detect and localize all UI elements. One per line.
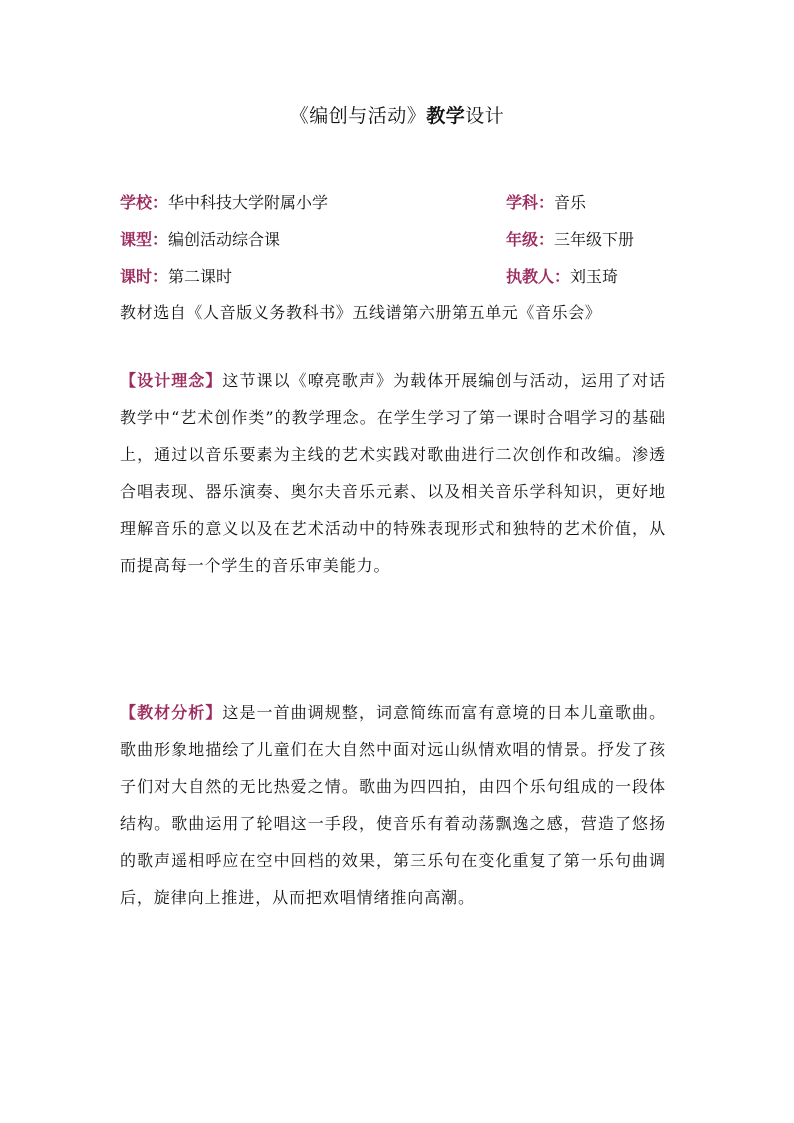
- course-type-value: 编创活动综合课: [168, 230, 281, 249]
- school-row: [120, 192, 328, 214]
- textbook-line: 教材选自《人音版义务教科书》五线谱第六册第五单元《音乐会》: [120, 303, 602, 322]
- subject-row: [506, 192, 586, 214]
- grade-value: 三年级下册: [554, 230, 635, 249]
- material-analysis-body: 这是一首曲调规整，词意简练而富有意境的日本儿童歌曲。歌曲形象地描绘了儿童们在大自然中面对远山纵情欢唱的情景。抒发了孩子们对大自然的无比热爱之情。歌曲为四四拍，由四个乐句组成的一段体结构。歌曲运用了轮唱这一手段，使音乐有着动荡飘逸之感，营造了悠扬的歌声遥相呼应在空中回档的效果，第三乐句在变化重复了第一乐句曲调后，旋律向上推进，从而把欢唱情绪推向高潮。: [120, 703, 666, 907]
- title-part-2: 教学: [426, 105, 466, 127]
- grade-row: [506, 229, 634, 251]
- course-type-label: 课型：: [120, 230, 169, 249]
- period-value: 第二课时: [168, 267, 233, 286]
- subject-value: 音乐: [554, 193, 587, 212]
- title-part-3: 设计: [465, 105, 505, 127]
- course-type-row: [120, 229, 280, 251]
- material-analysis-paragraph: [120, 694, 666, 916]
- period-label: 课时：: [120, 267, 169, 286]
- material-analysis-heading: 【教材分析】: [120, 703, 223, 722]
- grade-label: 年级：: [506, 230, 555, 249]
- period-row: [120, 266, 232, 288]
- school-label: 学校：: [120, 193, 169, 212]
- teacher-label: 执教人：: [506, 267, 571, 286]
- title-part-1: 《编创与活动》: [289, 105, 427, 127]
- design-concept-heading: 【设计理念】: [120, 371, 223, 390]
- design-concept-body: 这节课以《嘹亮歌声》为载体开展编创与活动，运用了对话教学中“艺术创作类”的教学理念。在学生学习了第一课时合唱学习的基础上，通过以音乐要素为主线的艺术实践对歌曲进行二次创作和改编。渗透合唱表现、器乐演奏、奥尔夫音乐元素、以及相关音乐学科知识，更好地理解音乐的意义以及在艺术活动中的特殊表现形式和独特的艺术价值，从而提高每一个学生的音乐审美能力。: [120, 371, 666, 575]
- page-title: [0, 103, 794, 129]
- subject-label: 学科：: [506, 193, 555, 212]
- teacher-row: [506, 266, 618, 288]
- teacher-value: 刘玉琦: [570, 267, 619, 286]
- design-concept-paragraph: [120, 362, 666, 584]
- school-value: 华中科技大学附属小学: [168, 193, 329, 212]
